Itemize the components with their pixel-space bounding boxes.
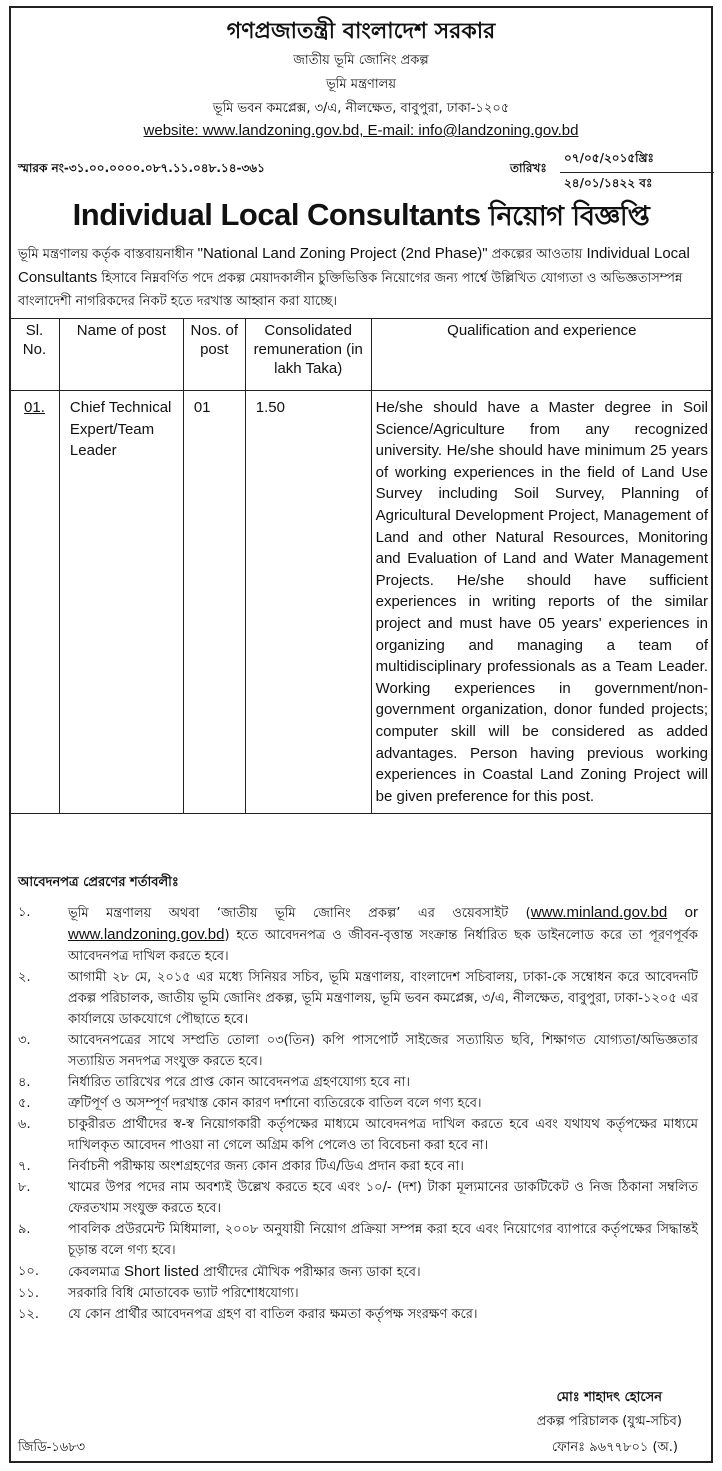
list-item	[18, 902, 698, 967]
header-nos: Nos. of post	[183, 319, 245, 391]
list-item	[18, 1114, 698, 1156]
row-qualification: He/she should have a Master degree in Soil Science/Agriculture from any recognized university. He/she should have minimum 25 years of working experiences in the field of Land Use Survey including Soil Survey, Planning of Agricultural Development Project, Management of Land and other Natural Resources, Monitoring and Evaluation of Land and Water Management Projects. He/she should have sufficient experiences in writing reports of the similar project and must have 05 years' experiences in organizing and managing a team of multidisciplinary professionals as a Team Leader. Working experiences in government/non-government organization, donor funded projects; computer skill will be considered as added advantages. Person having previous working experiences in Coastal Land Zoning Project will be given preference for this post.	[371, 391, 712, 814]
condition-text-part: or	[667, 904, 698, 921]
condition-text: নির্বাচনী পরীক্ষায় অংশগ্রহণের জন্য কোন প্রকার টিএ/ডিএ প্রদান করা হবে না।	[68, 1159, 464, 1174]
notice-title-en: Individual Local Consultants	[72, 197, 481, 232]
condition-number: ৬.	[18, 1117, 31, 1132]
condition-number: ৯.	[18, 1222, 31, 1237]
condition-number: ৫.	[18, 1096, 31, 1111]
condition-text: সরকারি বিধি মোতাবেক ভ্যাট পরিশোধযোগ্য।	[68, 1286, 299, 1301]
condition-text: আবেদনপত্রের সাথে সম্প্রতি তোলা ০৩(তিন) কপি পাসপোর্ট সাইজের সত্যায়িত ছবি, শিক্ষাগত যোগ্যতা/অভিজ্ঞতার সত্যায়িত সনদপত্র সংযুক্ত করতে হবে।	[68, 1033, 698, 1069]
minland-link[interactable]: www.minland.gov.bd	[530, 904, 668, 921]
posts-table	[9, 318, 713, 814]
list-item	[18, 1177, 698, 1219]
list-item	[18, 1030, 698, 1072]
signatory-title: প্রকল্প পরিচালক (যুগ্ম-সচিব)	[536, 1414, 682, 1429]
date-label: তারিখঃ	[510, 161, 547, 175]
landzoning-link[interactable]: www.landzoning.gov.bd	[68, 926, 225, 943]
condition-text: চাকুরীরত প্রার্থীদের স্ব-স্ব নিয়োগকারী কর্তৃপক্ষের মাধ্যমে আবেদনপত্র দাখিল করতে হবে এবং যথাযথ কর্তৃপক্ষের মাধ্যমে দাখিলকৃত আবেদন পাওয়া না গেলে অগ্রিম কপি পেলেও তা বিবেচনা করা হবে না।	[68, 1117, 698, 1153]
condition-text: ত্রুটিপূর্ণ ও অসম্পূর্ণ দরখাস্ত কোন কারণ দর্শানো ব্যতিরেকে বাতিল বলে গণ্য হবে।	[68, 1096, 482, 1111]
list-item	[18, 1156, 698, 1177]
condition-number: ২.	[18, 970, 31, 985]
notice-title-bn: নিয়োগ বিজ্ঞপ্তি	[488, 201, 650, 232]
row-nos: 01	[183, 391, 245, 814]
row-sl: 01.	[10, 391, 60, 814]
condition-text-part: প্রার্থীদের মৌখিক পরীক্ষার জন্য ডাকা হবে।	[199, 1265, 421, 1280]
signatory-phone: ফোনঃ ৯৬৭৭৮০১ (অ.)	[551, 1440, 678, 1455]
list-item	[18, 1093, 698, 1114]
condition-number: ৪.	[18, 1075, 31, 1090]
intro-part-2: প্রকল্পের আওতায়	[491, 247, 583, 262]
table-row	[10, 391, 713, 814]
ministry-name: ভূমি মন্ত্রণালয়	[326, 77, 396, 92]
date-box	[560, 148, 714, 197]
condition-text: আগামী ২৮ মে, ২০১৫ এর মধ্যে সিনিয়র সচিব, ভূমি মন্ত্রণালয়, বাংলাদেশ সচিবালয়, ঢাকা-কে সম্বোধন করে আবেদনটি প্রকল্প পরিচালক, জাতীয় ভূমি জোনিং প্রকল্প, ভূমি মন্ত্রণালয়, ভূমি ভবন কমপ্লেক্স, ৩/এ, নীলক্ষেত, বাবুপুরা, ঢাকা-১২০৫ এর কার্যালয়ে ডাকযোগে পৌছাতে হবে।	[68, 970, 698, 1027]
conditions-title: আবেদনপত্র প্রেরণের শর্তাবলীঃ	[18, 875, 179, 890]
condition-number: ১.	[18, 905, 31, 920]
condition-text-part: ) হতে আবেদনপত্র ও জীবন-বৃত্তান্ত সংক্রান্ত নির্ধারিত ছক ডাইনলোড করে তা পূরণপূর্বক আবেদনপত্র দাখিল করতে হবে।	[68, 928, 698, 964]
intro-project-name: "National Land Zoning Project (2nd Phase)"	[197, 245, 488, 262]
date-gregorian: ০৭/০৫/২০১৫খ্রিঃ	[560, 148, 714, 173]
list-item	[18, 967, 698, 1030]
condition-text: পাবলিক প্রউরমেন্ট মিধিমালা, ২০০৮ অনুযায়ী নিয়োগ প্রক্রিয়া সম্পন্ন করা হবে এবং নিয়োগের ব্যাপারে কর্তৃপক্ষের সিদ্ধান্তই চূড়ান্ত বলে গণ্য হবে।	[68, 1222, 698, 1258]
condition-text-part: ভূমি মন্ত্রণালয় অথবা ‘জাতীয় ভূমি জোনিং প্রকল্প’ এর ওয়েবসাইট (	[68, 906, 531, 921]
list-item	[18, 1261, 698, 1283]
condition-number: ৮.	[18, 1180, 31, 1195]
intro-consultants: Individual Local Consultants	[18, 245, 690, 286]
condition-number: ৭.	[18, 1159, 31, 1174]
condition-text: যে কোন প্রার্থীর আবেদনপত্র গ্রহণ বা বাতিল করার ক্ষমতা কর্তৃপক্ষ সংরক্ষণ করে।	[68, 1307, 478, 1322]
condition-text	[68, 1261, 698, 1283]
condition-text-part: কেবলমাত্র	[68, 1265, 124, 1280]
signatory-name: মোঃ শাহাদৎ হোসেন	[556, 1390, 662, 1405]
header-name: Name of post	[59, 319, 183, 391]
notice-title	[0, 196, 722, 241]
condition-text-part: Short listed	[123, 1263, 200, 1280]
table-header-row	[10, 319, 713, 391]
list-item	[18, 1072, 698, 1093]
project-name: জাতীয় ভূমি জোনিং প্রকল্প	[293, 53, 429, 68]
condition-number: ১১.	[18, 1286, 40, 1301]
condition-text: নির্ধারিত তারিখের পরে প্রাপ্ত কোন আবেদনপত্র গ্রহণযোগ্য হবে না।	[68, 1075, 411, 1090]
header-qualification: Qualification and experience	[371, 319, 712, 391]
condition-number: ৩.	[18, 1033, 31, 1048]
intro-paragraph	[18, 242, 708, 313]
intro-part-3: হিসাবে নিম্নবর্ণিত পদে প্রকল্প মেয়াদকালীন চুক্তিভিত্তিক নিয়োগের জন্য পার্শ্বে উল্লিখিত যোগ্যতা ও অভিজ্ঞতাসম্পন্ন বাংলাদেশী নাগরিকদের নিকট হতে দরখাস্ত আহ্বান করা যাচ্ছে।	[18, 271, 683, 309]
row-remuneration: 1.50	[245, 391, 371, 814]
gd-reference: জিডি-১৬৮৩	[18, 1440, 86, 1455]
date-bangla: ২৪/০১/১৪২২ বঃ	[564, 176, 653, 190]
row-name: Chief Technical Expert/Team Leader	[59, 391, 183, 814]
intro-part-1: ভূমি মন্ত্রণালয় কর্তৃক বাস্তবায়নাধীন	[18, 247, 194, 262]
list-item	[18, 1304, 698, 1325]
list-item	[18, 1219, 698, 1261]
list-item	[18, 1283, 698, 1304]
condition-number: ১০.	[18, 1264, 40, 1279]
header-sl: Sl. No.	[10, 319, 60, 391]
condition-text	[68, 902, 698, 967]
government-title: গণপ্রজাতন্ত্রী বাংলাদেশ সরকার	[226, 19, 496, 44]
website-email[interactable]: website: www.landzoning.gov.bd, E-mail: info@landzoning.gov.bd	[143, 122, 579, 139]
office-address: ভূমি ভবন কমপ্লেক্স, ৩/এ, নীলক্ষেত, বাবুপুরা, ঢাকা-১২০৫	[212, 101, 510, 116]
conditions-list	[18, 902, 698, 1325]
header-remuneration: Consolidated remuneration (in lakh Taka)	[245, 319, 371, 391]
condition-text: খামের উপর পদের নাম অবশ্যই উল্লেখ করতে হবে এবং ১০/- (দশ) টাকা মূল্যমানের ডাকটিকেট ও নিজ ঠিকানা সম্বলিত ফেরতখাম সংযুক্ত করতে হবে।	[68, 1180, 698, 1216]
memo-number: স্মারক নং-৩১.০০.০০০০.০৮৭.১১.০৪৮.১৪-৩৬১	[18, 161, 265, 175]
condition-number: ১২.	[18, 1307, 40, 1322]
